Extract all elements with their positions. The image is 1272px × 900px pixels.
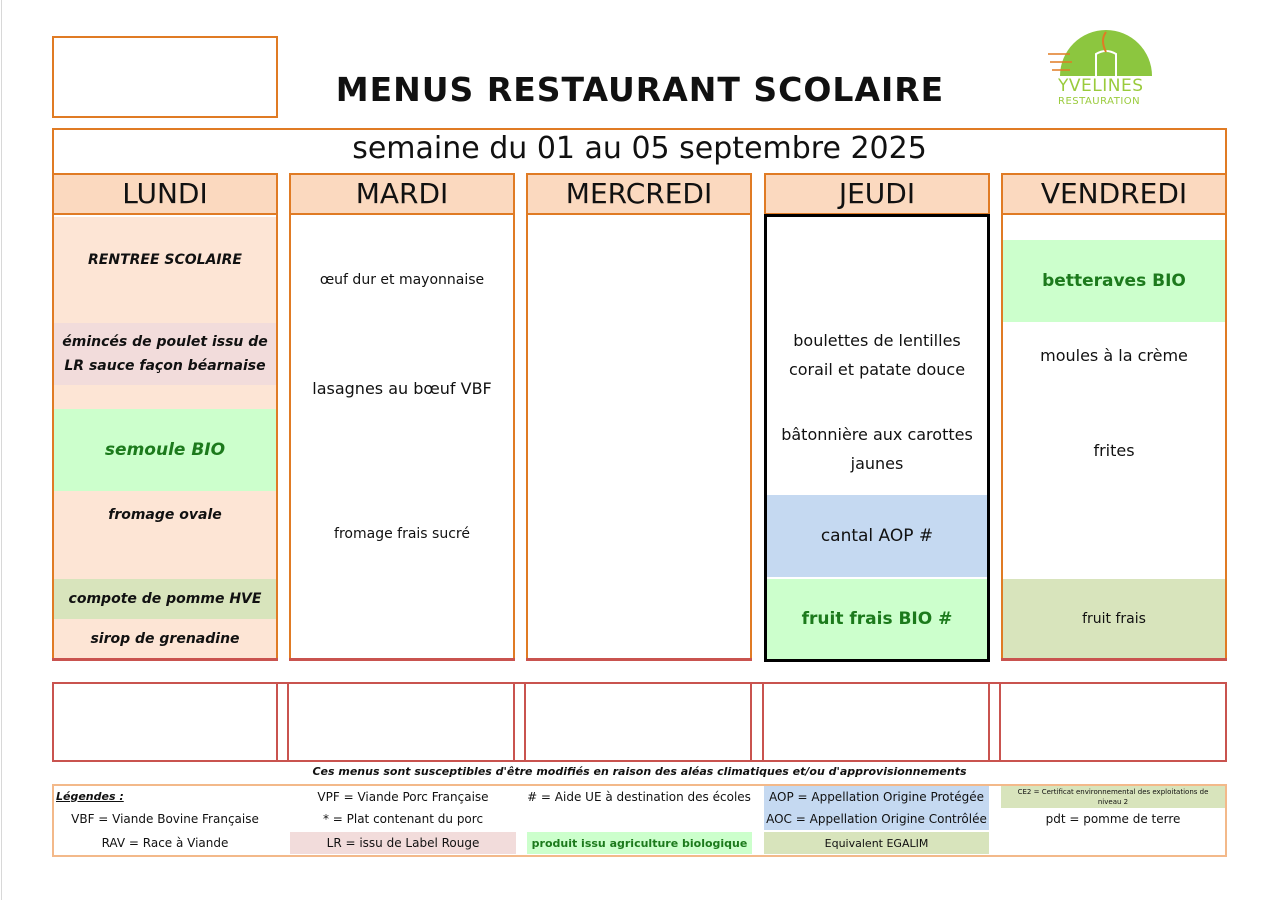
week-label: semaine du 01 au 05 septembre 2025 (352, 131, 927, 166)
day-header-jeudi: JEUDI (764, 173, 990, 215)
column-border-mardi (289, 215, 515, 661)
page-title: MENUS RESTAURANT SCOLAIRE (335, 70, 945, 109)
legend-egalim: Equivalent EGALIM (764, 832, 989, 854)
legend-ce2: CE2 = Certificat environnemental des exploitations de niveau 2 (1001, 786, 1225, 808)
menu-cell-lundi-2: émincés de poulet issu de LR sauce façon béarnaise (54, 323, 276, 385)
column-bottom-mardi (289, 658, 515, 661)
menu-cell-vendredi-4: fruit frais (1003, 579, 1225, 659)
lower-divider-4 (988, 682, 1001, 762)
day-header-mardi: MARDI (289, 173, 515, 215)
menu-cell-mardi-2: lasagnes au bœuf VBF (312, 378, 492, 398)
disclaimer-notice: Ces menus sont susceptibles d'être modifiés en raison des aléas climatiques et/ou d'approvisionnements (312, 765, 967, 778)
goûter-row (52, 682, 1227, 762)
legend-aop: AOP = Appellation Origine Protégée (764, 786, 989, 808)
legend-vpf: VPF = Viande Porc Française (317, 790, 489, 804)
page-edge-line (1, 0, 2, 900)
lower-divider-2 (513, 682, 526, 762)
menu-cell-vendredi-3: frites (1093, 440, 1135, 460)
legend-aide-ue: # = Aide UE à destination des écoles (527, 790, 751, 804)
legend-porc: * = Plat contenant du porc (322, 812, 484, 826)
legend-rav: RAV = Race à Viande (101, 836, 229, 850)
menu-cell-jeudi-1: boulettes de lentilles corail et patate douce (788, 331, 966, 379)
menu-cell-mardi-1: œuf dur et mayonnaise (319, 272, 485, 288)
yvelines-restauration-logo (1040, 24, 1180, 114)
column-bottom-lundi (52, 658, 278, 661)
logo-dome-icon (1040, 24, 1180, 84)
legend-lr: LR = issu de Label Rouge (290, 832, 516, 854)
legend-aoc: AOC = Appellation Origine Contrôlée (764, 808, 989, 830)
menu-cell-lundi-6: sirop de grenadine (54, 619, 276, 659)
column-bottom-mercredi (526, 658, 752, 661)
logo-text-restauration: RESTAURATION (1058, 96, 1141, 107)
column-bottom-vendredi (1001, 658, 1227, 661)
menu-cell-mardi-3: fromage frais sucré (334, 526, 470, 542)
school-name-box (52, 36, 278, 118)
menu-cell-lundi-4: fromage ovale (54, 491, 276, 579)
legend-pdt: pdt = pomme de terre (1045, 812, 1181, 826)
lower-divider-3 (750, 682, 764, 762)
day-header-vendredi: VENDREDI (1001, 173, 1227, 215)
legend-bio: produit issu agriculture biologique (527, 832, 752, 854)
day-header-lundi: LUNDI (52, 173, 278, 215)
menu-cell-lundi-1: RENTREE SCOLAIRE (54, 217, 276, 323)
menu-cell-lundi-3: semoule BIO (54, 409, 276, 491)
legend-title: Légendes : (56, 789, 124, 803)
menu-cell-jeudi-2: bâtonnière aux carottes jaunes (781, 425, 973, 473)
column-border-vendredi (1001, 215, 1227, 661)
menu-cell-jeudi-4: fruit frais BIO # (767, 579, 987, 659)
lower-divider-1 (276, 682, 289, 762)
menu-cell-jeudi-3: cantal AOP # (767, 495, 987, 577)
logo-text-yvelines: YVELINES (1058, 76, 1144, 96)
day-header-mercredi: MERCREDI (526, 173, 752, 215)
menu-cell-vendredi-2: moules à la crème (1040, 345, 1188, 365)
menu-cell-vendredi-1: betteraves BIO (1003, 240, 1225, 322)
menu-cell-lundi-5: compote de pomme HVE (54, 579, 276, 619)
column-border-lundi (52, 215, 278, 661)
column-border-mercredi (526, 215, 752, 661)
legend-vbf: VBF = Viande Bovine Française (71, 812, 259, 826)
